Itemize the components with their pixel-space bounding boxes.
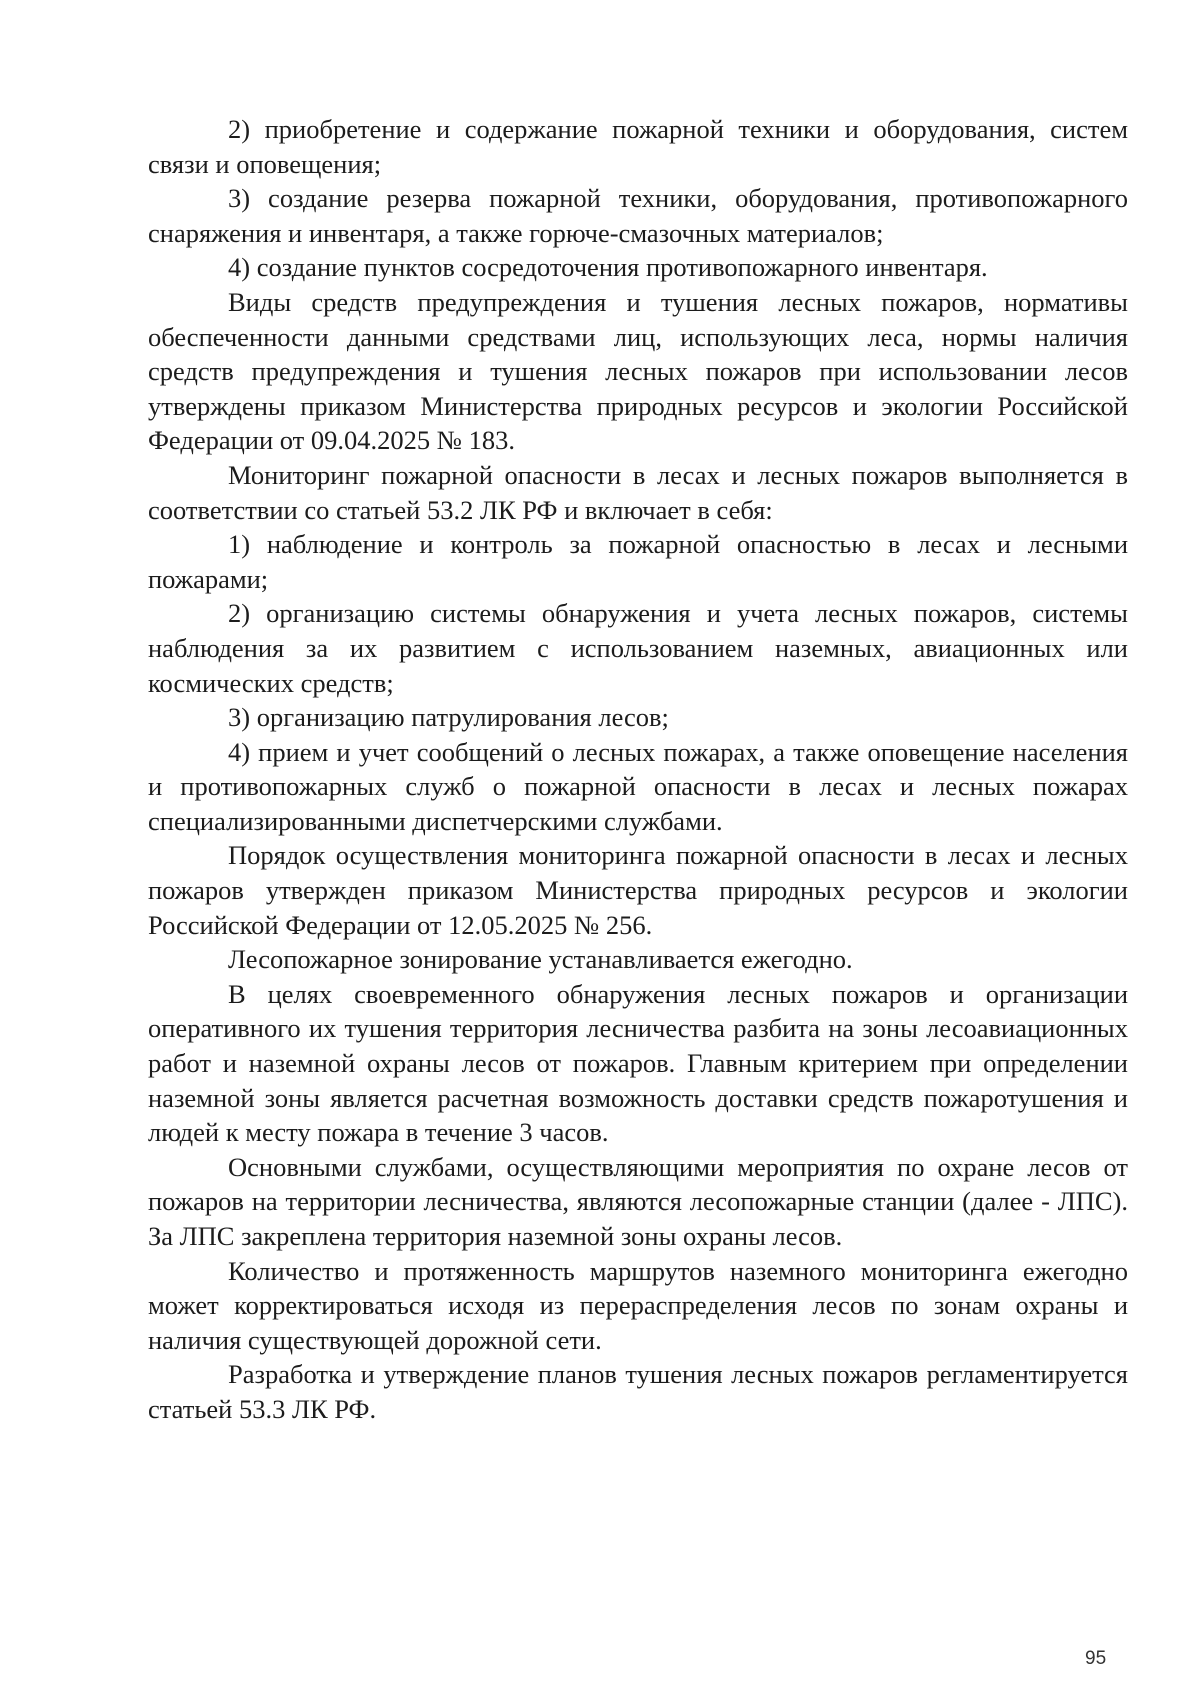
paragraph: 3) создание резерва пожарной техники, оборудования, противопожарного снаряжения и инвентаря, а также горюче-смазочных материалов; (148, 183, 1128, 248)
paragraph: Мониторинг пожарной опасности в лесах и лесных пожаров выполняется в соответствии со статьей 53.2 ЛК РФ и включает в себя: (148, 459, 1128, 525)
paragraph: В целях своевременного обнаружения лесных пожаров и организации оперативного их тушения территория лесничества разбита на зоны лесоавиационных работ и наземной охраны лесов от пожаров. Главным критерием при определении наземной зоны является расчетная возможность доставки средств пожаротушения и людей к месту пожара в течение 3 часов. (148, 978, 1128, 1148)
paragraph: Порядок осуществления мониторинга пожарной опасности в лесах и лесных пожаров утвержден приказом Министерства природных ресурсов и экологии Российской Федерации от 12.05.2025 № 256. (148, 840, 1128, 940)
paragraph: Лесопожарное зонирование устанавливается ежегодно. (228, 944, 853, 975)
paragraph: Количество и протяженность маршрутов наземного мониторинга ежегодно может корректироваться исходя из перераспределения лесов по зонам охраны и наличия существующей дорожной сети. (148, 1255, 1128, 1355)
page-number: 95 (1085, 1648, 1107, 1669)
paragraph: Виды средств предупреждения и тушения лесных пожаров, нормативы обеспеченности данными средствами лиц, использующих леса, нормы наличия средств предупреждения и тушения лесных пожаров при использовании лесов утверждены приказом Министерства природных ресурсов и экологии Российской Федерации от 09.04.2025 № 183. (148, 286, 1128, 456)
paragraph: 4) прием и учет сообщений о лесных пожарах, а также оповещение населения и противопожарных служб о пожарной опасности в лесах и лесных пожарах специализированными диспетчерскими службами. (148, 736, 1128, 836)
paragraph: 2) приобретение и содержание пожарной техники и оборудования, систем связи и оповещения; (148, 114, 1128, 179)
paragraph: 4) создание пунктов сосредоточения противопожарного инвентаря. (228, 252, 988, 283)
paragraph: 1) наблюдение и контроль за пожарной опасностью в лесах и лесными пожарами; (148, 529, 1128, 594)
paragraph: 3) организацию патрулирования лесов; (228, 702, 669, 733)
document-body (148, 112, 1128, 1427)
paragraph: Основными службами, осуществляющими мероприятия по охране лесов от пожаров на территории лесничества, являются лесопожарные станции (далее - ЛПС). За ЛПС закреплена территория наземной зоны охраны лесов. (148, 1151, 1128, 1251)
paragraph: 2) организацию системы обнаружения и учета лесных пожаров, системы наблюдения за их развитием с использованием наземных, авиационных или космических средств; (148, 598, 1128, 698)
paragraph: Разработка и утверждение планов тушения лесных пожаров регламентируется статьей 53.3 ЛК РФ. (148, 1359, 1128, 1424)
